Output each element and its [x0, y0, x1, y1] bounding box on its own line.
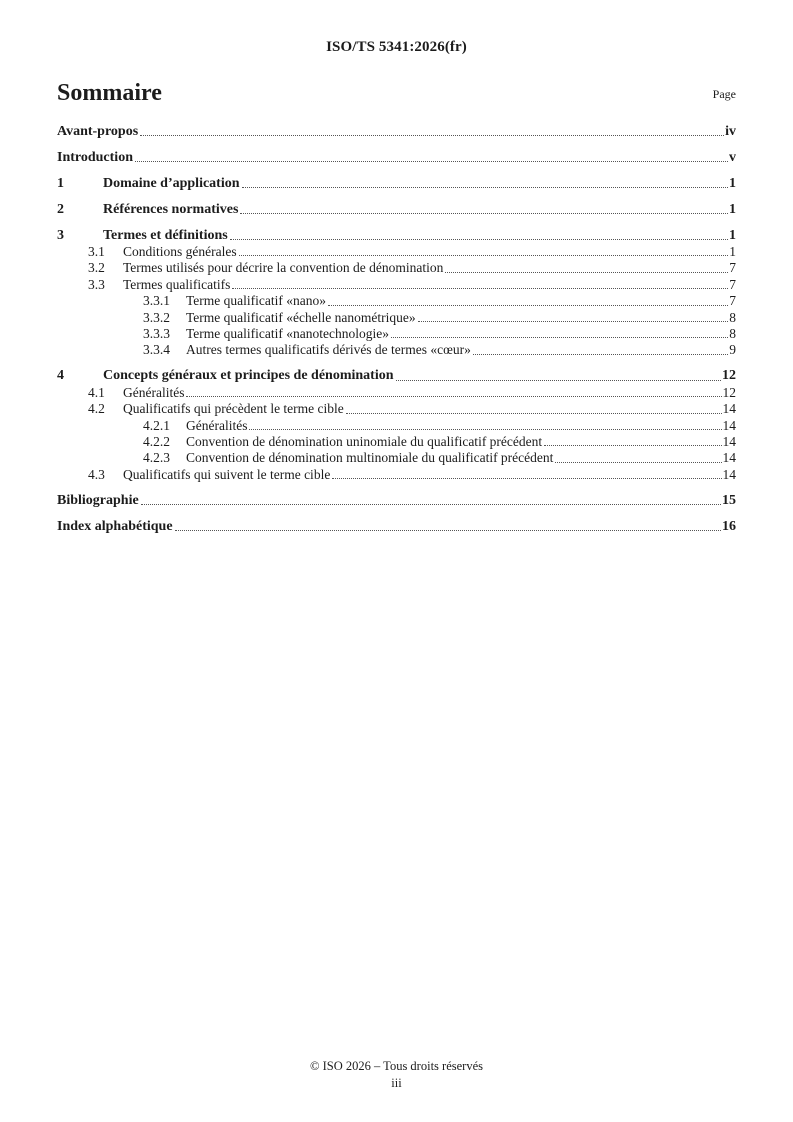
toc-entry[interactable]	[57, 368, 736, 384]
toc-entry-number: 3.3	[88, 276, 105, 292]
dot-leader	[544, 445, 721, 446]
toc-entry-page: 14	[722, 401, 736, 417]
toc-entry-number: 4.2	[88, 401, 105, 417]
toc-entry[interactable]	[57, 467, 736, 483]
dot-leader	[186, 396, 721, 397]
dot-leader	[141, 504, 721, 505]
toc-entry-title: Index alphabétique	[57, 518, 173, 534]
toc-entry-title: Terme qualificatif «nano»	[186, 293, 326, 309]
copyright-notice: © ISO 2026 – Tous droits réservés	[310, 1059, 483, 1073]
toc-entry-number: 1	[57, 175, 64, 191]
document-reference: ISO/TS 5341:2026(fr)	[326, 39, 467, 55]
toc-entry-page: 7	[729, 260, 736, 276]
page-footer	[0, 1058, 793, 1092]
toc-entry-page: 16	[722, 518, 736, 534]
toc-entry-title: Généralités	[123, 384, 185, 400]
toc-entry-page: 14	[722, 417, 736, 433]
toc-entry-number: 3.3.1	[143, 293, 170, 309]
toc-entry[interactable]	[57, 293, 736, 309]
toc-entry[interactable]	[57, 176, 736, 192]
toc-entry[interactable]	[57, 342, 736, 358]
toc-entry-number: 3.1	[88, 244, 105, 260]
dot-leader	[240, 213, 728, 214]
toc-entry-page: 15	[722, 492, 736, 508]
toc-entry[interactable]	[57, 401, 736, 417]
toc-entry-title: Conditions générales	[123, 244, 237, 260]
toc-entry-page: iv	[725, 124, 736, 139]
toc-entry-page: 8	[729, 309, 736, 325]
dot-leader	[445, 272, 728, 273]
toc-entry-title: Qualificatifs qui suivent le terme cible	[123, 466, 331, 482]
toc-entry[interactable]	[57, 150, 736, 166]
toc-entry[interactable]	[57, 493, 736, 509]
toc-entry-number: 2	[57, 201, 64, 217]
toc-entry-number: 4.2.1	[143, 417, 170, 433]
toc-entry-title: Terme qualificatif «échelle nanométrique»	[186, 309, 416, 325]
dot-leader	[555, 462, 721, 463]
toc-entry-number: 4.2.3	[143, 450, 170, 466]
toc-entry[interactable]	[57, 450, 736, 466]
dot-leader	[418, 321, 729, 322]
toc-entry-number: 3	[57, 227, 64, 243]
toc-header	[57, 80, 736, 107]
toc-entry[interactable]	[57, 418, 736, 434]
page-column-label: Page	[712, 87, 736, 101]
toc-entry-title: Concepts généraux et principes de dénomination	[103, 368, 394, 384]
toc-entry-page: 14	[722, 434, 736, 449]
toc-entry-page: 8	[729, 326, 736, 342]
toc-entry-page: 1	[729, 175, 736, 191]
toc-entry-title: Convention de dénomination multinomiale du qualificatif précédent	[186, 450, 554, 466]
toc-entry-title: Avant-propos	[57, 124, 139, 139]
dot-leader	[140, 135, 724, 136]
toc-entry-title: Convention de dénomination uninomiale du qualificatif précédent	[186, 434, 543, 449]
dot-leader	[249, 429, 721, 430]
toc-entry-page: v	[729, 149, 736, 165]
toc-entry-number: 4.2.2	[143, 434, 170, 449]
dot-leader	[391, 337, 728, 338]
toc-entry-page: 1	[729, 244, 736, 260]
toc-entry[interactable]	[57, 310, 736, 326]
toc-title: Sommaire	[57, 80, 162, 106]
toc-entry-number: 3.3.3	[143, 326, 170, 342]
toc-entry-page: 9	[729, 342, 736, 358]
toc-entry-page: 7	[729, 276, 736, 292]
toc-entry-page: 14	[722, 450, 736, 466]
toc-entry-page: 1	[729, 201, 736, 217]
toc-entry[interactable]	[57, 385, 736, 401]
dot-leader	[239, 255, 729, 256]
toc-entry-page: 12	[722, 368, 736, 384]
toc-entry-title: Bibliographie	[57, 492, 139, 508]
dot-leader	[135, 161, 728, 162]
dot-leader	[232, 288, 728, 289]
toc-entry-number: 3.3.4	[143, 342, 170, 358]
toc-entry-page: 7	[729, 293, 736, 309]
toc-entry[interactable]	[57, 202, 736, 218]
toc-entry-number: 3.3.2	[143, 309, 170, 325]
dot-leader	[473, 354, 728, 355]
toc-entry-title: Terme qualificatif «nanotechnologie»	[186, 326, 389, 342]
folio-page-number: iii	[391, 1076, 402, 1090]
toc-entry-title: Termes et définitions	[103, 227, 228, 243]
toc-entry[interactable]	[57, 519, 736, 535]
toc-entry-number: 4	[57, 368, 64, 384]
toc-entry[interactable]	[57, 244, 736, 260]
dot-leader	[346, 413, 722, 414]
toc-entry-page: 12	[722, 384, 736, 400]
dot-leader	[328, 305, 728, 306]
toc-entry[interactable]	[57, 260, 736, 276]
toc-entry-number: 3.2	[88, 260, 105, 276]
toc-entry-title: Autres termes qualificatifs dérivés de termes «cœur»	[186, 342, 471, 358]
dot-leader	[230, 239, 728, 240]
toc-entry-page: 14	[722, 466, 736, 482]
dot-leader	[396, 380, 722, 381]
dot-leader	[175, 530, 721, 531]
toc-entry-title: Termes utilisés pour décrire la convention de dénomination	[123, 260, 444, 276]
toc-entry[interactable]	[57, 277, 736, 293]
toc-entry[interactable]	[57, 326, 736, 342]
toc-entry-title: Termes qualificatifs	[123, 276, 231, 292]
dot-leader	[242, 187, 728, 188]
toc-entry[interactable]	[57, 434, 736, 450]
dot-leader	[332, 478, 721, 479]
toc-entry-page: 1	[729, 227, 736, 243]
toc-entry-number: 4.1	[88, 384, 105, 400]
toc-entry-title: Généralités	[186, 417, 248, 433]
toc-entry-number: 4.3	[88, 466, 105, 482]
table-of-contents	[57, 124, 736, 535]
toc-entry-title: Domaine d’application	[103, 175, 240, 191]
toc-entry[interactable]	[57, 124, 736, 140]
toc-entry-title: Qualificatifs qui précèdent le terme cible	[123, 401, 344, 417]
toc-entry[interactable]	[57, 228, 736, 244]
toc-entry-title: Références normatives	[103, 201, 239, 217]
toc-entry-title: Introduction	[57, 149, 133, 165]
